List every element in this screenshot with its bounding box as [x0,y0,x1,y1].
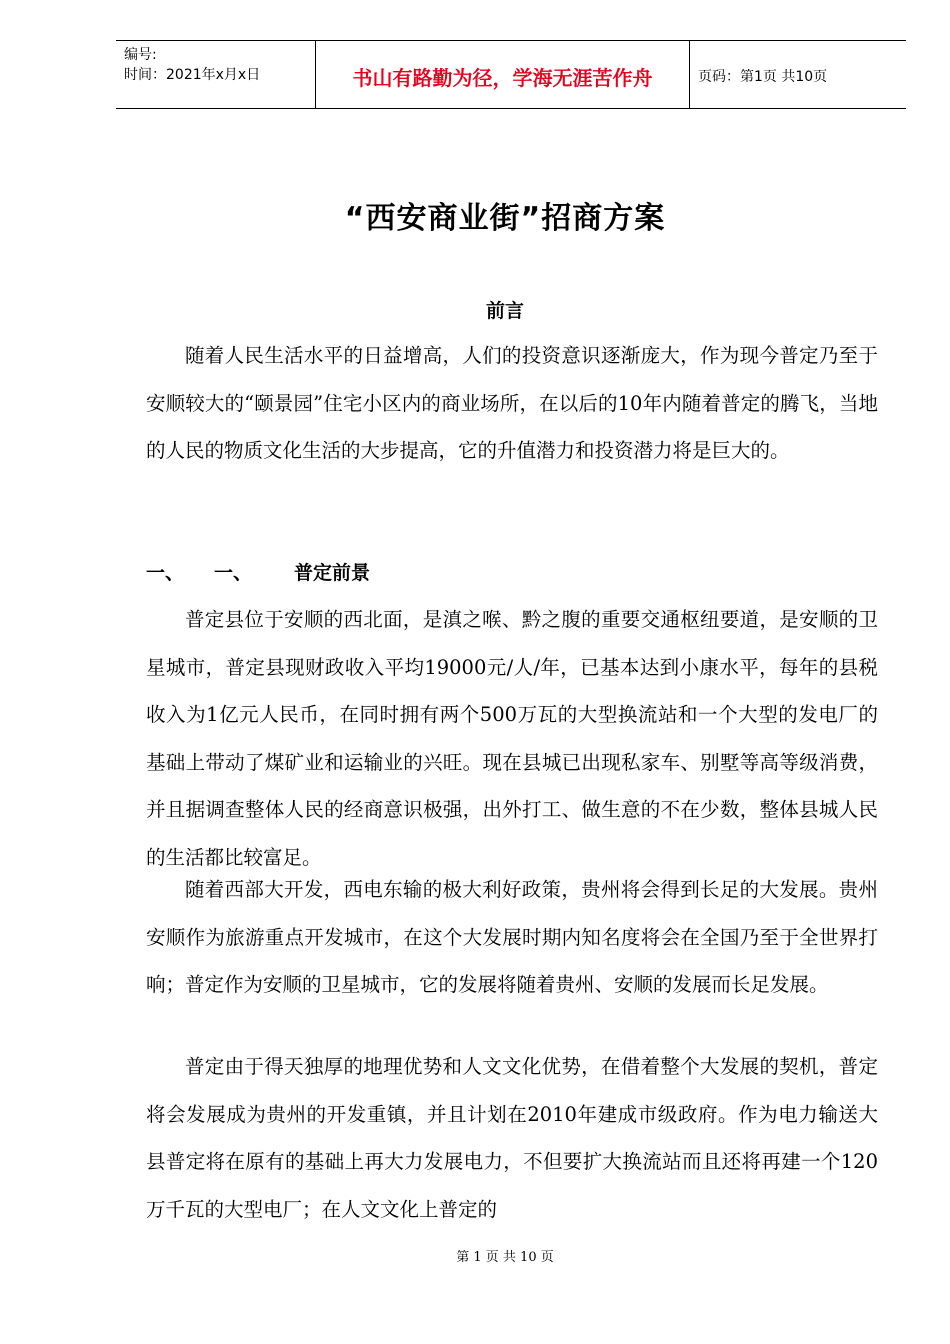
body-paragraph: 随着西部大开发，西电东输的极大利好政策，贵州将会得到长足的大发展。贵州安顺作为旅游重点开发城市，在这个大发展时期内知名度将会在全国乃至于全世界打响；普定作为安顺的卫星城市，它的发展将随着贵州、安顺的发展而长足发展。 [146,878,878,996]
preface-paragraph: 随着人民生活水平的日益增高，人们的投资意识逐渐庞大，作为现今普定乃至于安顺较大的“颐景园”住宅小区内的商业场所，在以后的10年内随着普定的腾飞，当地的人民的物质文化生活的大步提高，它的升值潜力和投资潜力将是巨大的。 [146,344,878,462]
preface-heading: 前言 [485,300,524,322]
section-heading [146,558,370,585]
section-number: 一、 [146,562,185,584]
header-meta-cell [116,41,316,108]
header-motto: 书山有路勤为径，学海无涯苦作舟 [316,41,690,108]
page-footer: 第 1 页 共 10 页 [456,1250,554,1265]
body-paragraph: 普定由于得天独厚的地理优势和人文文化优势，在借着整个大发展的契机，普定将会发展成为贵州的开发重镇，并且计划在2010年建成市级政府。作为电力输送大县普定将在原有的基础上再大力发展电力，不但要扩大换流站而且还将再建一个120万千瓦的大型电厂；在人文文化上普定的 [146,1055,878,1221]
page-header [116,40,906,109]
body-paragraph: 普定县位于安顺的西北面，是滇之喉、黔之腹的重要交通枢纽要道，是安顺的卫星城市，普定县现财政收入平均19000元/人/年，已基本达到小康水平，每年的县税收入为1亿元人民币，在同时拥有两个500万瓦的大型换流站和一个大型的发电厂的基础上带动了煤矿业和运输业的兴旺。现在县城已出现私家车、别墅等高等级消费，并且据调查整体人民的经商意识极强，出外打工、做生意的不在少数，整体县城人民的生活都比较富足。 [146,608,878,869]
section-number-duplicate: 一、 [214,562,253,584]
section-title: 普定前景 [294,562,371,584]
header-time-label: 时间：2021年x月x日 [124,67,261,83]
document-title: “西安商业街”招商方案 [344,201,666,236]
header-number-label: 编号: [124,47,157,63]
header-page-info: 页码：第1页 共10页 [698,68,828,85]
